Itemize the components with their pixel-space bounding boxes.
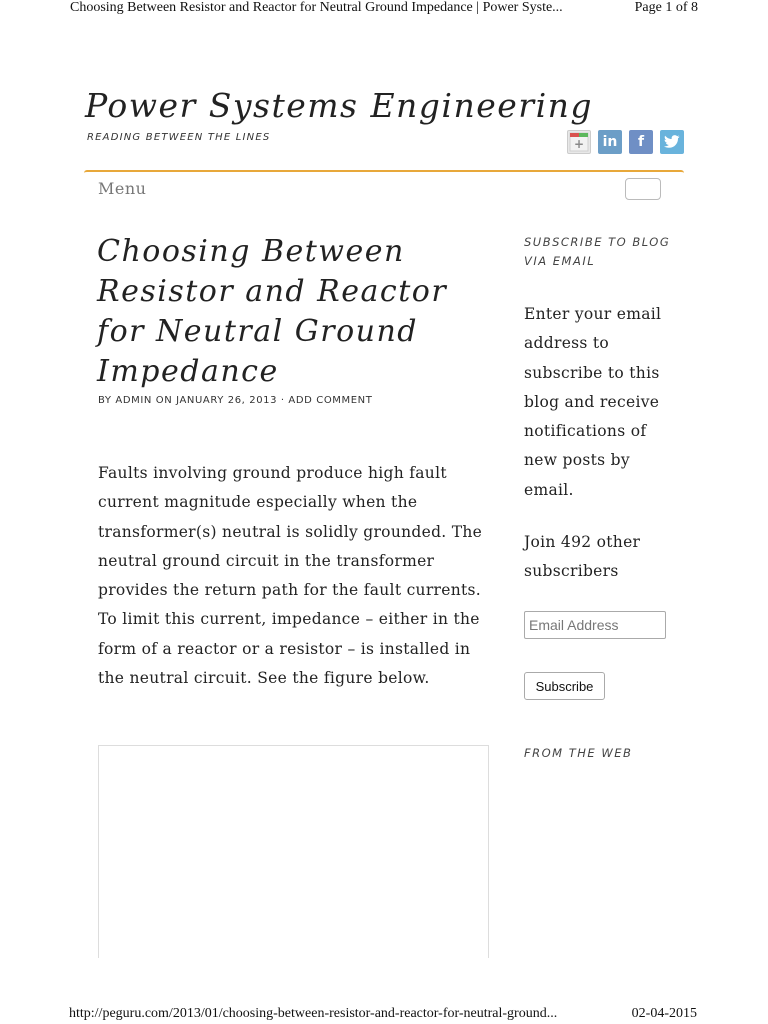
linkedin-icon[interactable] bbox=[598, 130, 622, 154]
google-plus-icon[interactable] bbox=[567, 130, 591, 154]
subscribe-widget-title: SUBSCRIBE TO BLOG VIA EMAIL bbox=[524, 235, 671, 268]
print-footer-date: 02-04-2015 bbox=[631, 1006, 697, 1021]
svg-text:+: + bbox=[573, 137, 585, 151]
social-links bbox=[567, 130, 684, 154]
post-figure bbox=[98, 745, 489, 958]
subscriber-count: Join 492 other subscribers bbox=[524, 533, 641, 581]
post-title: Choosing Between Resistor and Reactor for Neutral Ground Impedance bbox=[97, 234, 448, 389]
twitter-icon[interactable] bbox=[660, 130, 684, 154]
print-header-title: Choosing Between Resistor and Reactor for Neutral Ground Impedance | Power Syste... bbox=[70, 0, 563, 15]
site-title[interactable]: Power Systems Engineering bbox=[85, 86, 594, 125]
facebook-glyph: f bbox=[637, 134, 645, 150]
from-the-web-title: FROM THE WEB bbox=[524, 746, 633, 760]
menu-toggle-button[interactable] bbox=[625, 178, 661, 200]
print-footer-url: http://peguru.com/2013/01/choosing-between-resistor-and-reactor-for-neutral-ground... bbox=[69, 1006, 558, 1021]
site-tagline: READING BETWEEN THE LINES bbox=[87, 132, 271, 143]
email-address-input[interactable] bbox=[524, 611, 666, 639]
main-nav bbox=[84, 170, 684, 208]
post-body: Faults involving ground produce high fault current magnitude especially when the transformer(s) neutral is solidly grounded. The neutral ground circuit in the transformer provides the return path for the fault currents. To limit this current, impedance – either in the form of a reactor or a resistor – is installed in the neutral circuit. See the figure below. bbox=[98, 464, 483, 688]
subscribe-description: Enter your email address to subscribe to this blog and receive notifications of new posts by email. bbox=[524, 305, 662, 499]
page-number: Page 1 of 8 bbox=[634, 0, 698, 15]
post-meta: BY ADMIN ON JANUARY 26, 2013 · ADD COMMENT bbox=[98, 395, 373, 406]
twitter-bird-glyph bbox=[664, 135, 680, 149]
subscribe-button[interactable]: Subscribe bbox=[524, 672, 605, 700]
linkedin-glyph: in bbox=[602, 134, 618, 150]
facebook-icon[interactable] bbox=[629, 130, 653, 154]
menu-label[interactable]: Menu bbox=[98, 179, 147, 198]
